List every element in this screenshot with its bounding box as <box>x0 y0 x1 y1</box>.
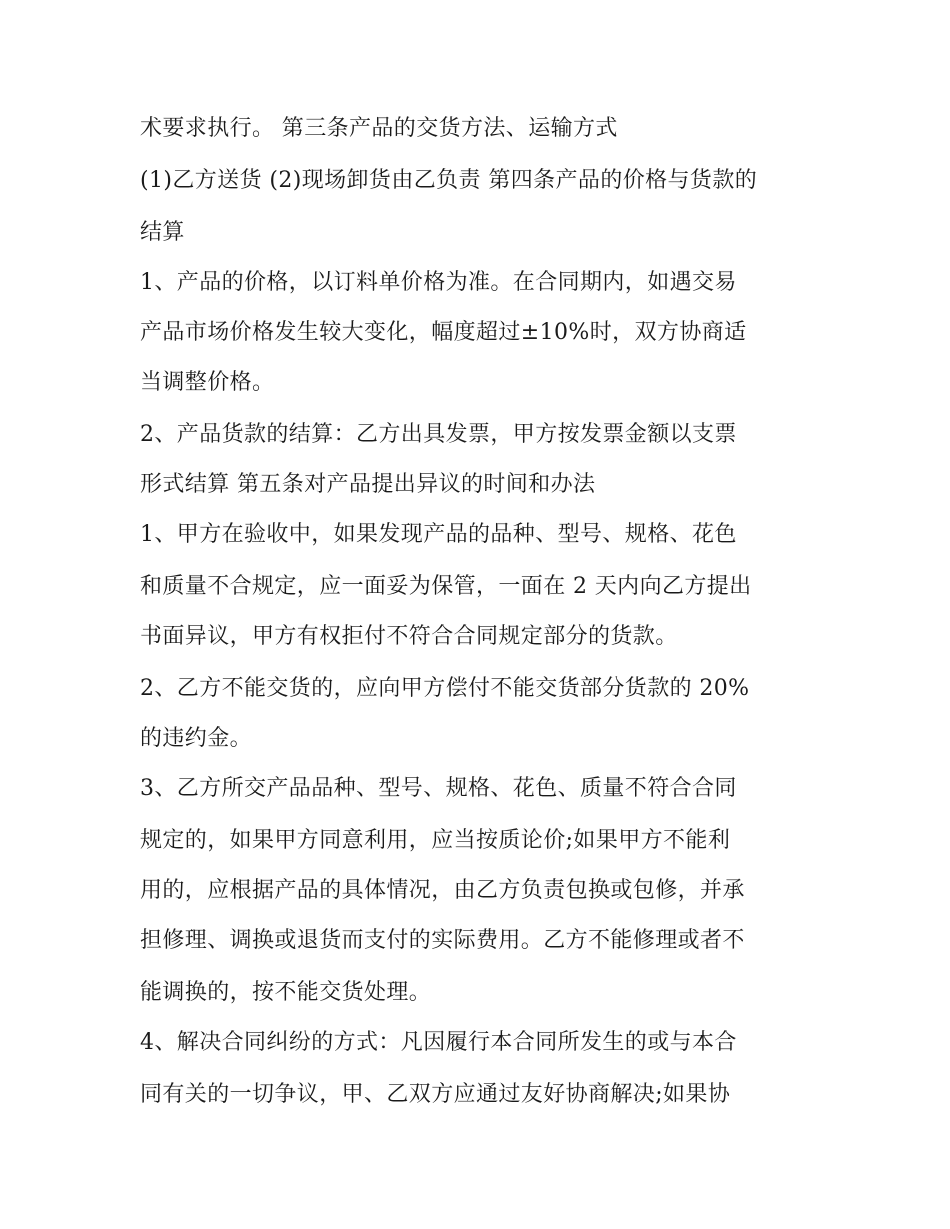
text-line: 当调整价格。 <box>140 370 275 395</box>
text-line: 4、解决合同纠纷的方式：凡因履行本合同所发生的或与本合 <box>140 1030 737 1055</box>
text-line: 2、产品货款的结算：乙方出具发票，甲方按发票金额以支票 <box>140 422 737 447</box>
text-line: 术要求执行。 第三条产品的交货方法、运输方式 <box>140 116 618 141</box>
text-line: (1)乙方送货 (2)现场卸货由乙负责 第四条产品的价格与货款的 <box>140 168 758 193</box>
text-line: 用的，应根据产品的具体情况，由乙方负责包换或包修，并承 <box>140 878 745 903</box>
text-line: 形式结算 第五条对产品提出异议的时间和办法 <box>140 472 596 497</box>
text-line: 3、乙方所交产品品种、型号、规格、花色、质量不符合合同 <box>140 776 737 801</box>
text-line: 2、乙方不能交货的，应向甲方偿付不能交货部分货款的 20% <box>140 676 750 701</box>
text-line: 的违约金。 <box>140 726 253 751</box>
text-line: 规定的，如果甲方同意利用，应当按质论价;如果甲方不能利 <box>140 828 731 853</box>
text-line: 结算 <box>140 220 185 245</box>
text-line: 同有关的一切争议，甲、乙双方应通过友好协商解决;如果协 <box>140 1082 731 1107</box>
text-line: 担修理、调换或退货而支付的实际费用。乙方不能修理或者不 <box>140 928 745 953</box>
text-line: 书面异议，甲方有权拒付不符合合同规定部分的货款。 <box>140 624 678 649</box>
text-line: 1、产品的价格，以订料单价格为准。在合同期内，如遇交易 <box>140 270 737 295</box>
text-line: 和质量不合规定，应一面妥为保管，一面在 2 天内向乙方提出 <box>140 574 752 599</box>
text-line: 1、甲方在验收中，如果发现产品的品种、型号、规格、花色 <box>140 522 737 547</box>
text-line: 产品市场价格发生较大变化，幅度超过±10%时，双方协商适 <box>140 320 747 345</box>
text-line: 能调换的，按不能交货处理。 <box>140 980 432 1005</box>
